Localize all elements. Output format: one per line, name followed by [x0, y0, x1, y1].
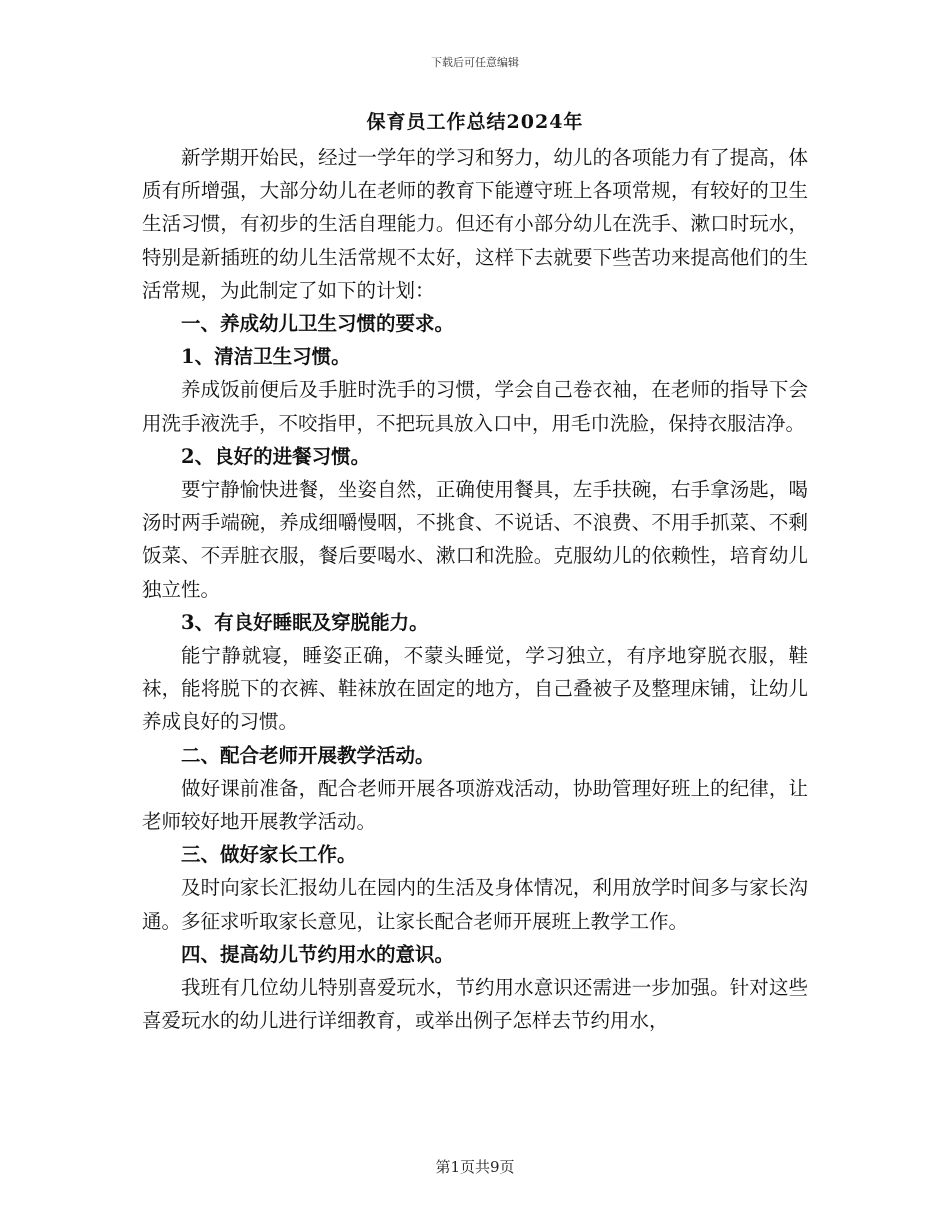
- subsection-heading-1: 1、清洁卫生习惯。: [181, 345, 351, 369]
- paragraph-teaching: 做好课前准备，配合老师开展各项游戏活动，协助管理好班上的纪律，让老师较好地开展教学活动。: [142, 776, 808, 834]
- section-heading-3: 三、做好家长工作。: [181, 843, 357, 867]
- paragraph-hygiene: 养成饭前便后及手脏时洗手的习惯，学会自己卷衣袖，在老师的指导下会用洗手液洗手，不咬指甲，不把玩具放入口中，用毛巾洗脸，保持衣服洁净。: [142, 378, 808, 435]
- paragraph-dining: 要宁静愉快进餐，坐姿自然，正确使用餐具，左手扶碗，右手拿汤匙，喝汤时两手端碗，养成细嚼慢咽，不挑食、不说话、不浪费、不用手抓菜、不剩饭菜、不弄脏衣服，餐后要喝水、漱口和洗脸。克服幼儿的依赖性，培育幼儿独立性。: [142, 478, 808, 601]
- paragraph-sleep: 能宁静就寝，睡姿正确，不蒙头睡觉，学习独立，有序地穿脱衣服，鞋袜，能将脱下的衣裤、鞋袜放在固定的地方，自己叠被子及整理床铺，让幼儿养成良好的习惯。: [142, 644, 808, 734]
- header-note: 下载后可任意编辑: [431, 56, 519, 69]
- paragraph-water: 我班有几位幼儿特别喜爱玩水，节约用水意识还需进一步加强。针对这些喜爱玩水的幼儿进行详细教育，或举出例子怎样去节约用水，: [142, 976, 808, 1033]
- paragraph-parents: 及时向家长汇报幼儿在园内的生活及身体情况，利用放学时间多与家长沟通。多征求听取家长意见，让家长配合老师开展班上教学工作。: [142, 876, 808, 933]
- document-body: [142, 141, 808, 1037]
- section-heading-2: 二、配合老师开展教学活动。: [181, 743, 435, 767]
- section-heading-4: 四、提高幼儿节约用水的意识。: [181, 942, 455, 966]
- subsection-heading-2: 2、良好的进餐习惯。: [181, 444, 371, 468]
- section-heading-1: 一、养成幼儿卫生习惯的要求。: [181, 312, 455, 336]
- subsection-heading-3: 3、有良好睡眠及穿脱能力。: [181, 610, 429, 634]
- paragraph-intro: 新学期开始民，经过一学年的学习和努力，幼儿的各项能力有了提高，体质有所增强，大部分幼儿在老师的教育下能遵守班上各项常规，有较好的卫生生活习惯，有初步的生活自理能力。但还有小部分幼儿在洗手、漱口时玩水，特别是新插班的幼儿生活常规不太好，这样下去就要下些苦功来提高他们的生活常规，为此制定了如下的计划：: [142, 146, 808, 302]
- page-footer: 第1页共9页: [435, 1158, 515, 1176]
- document-title: 保育员工作总结2024年: [366, 111, 584, 133]
